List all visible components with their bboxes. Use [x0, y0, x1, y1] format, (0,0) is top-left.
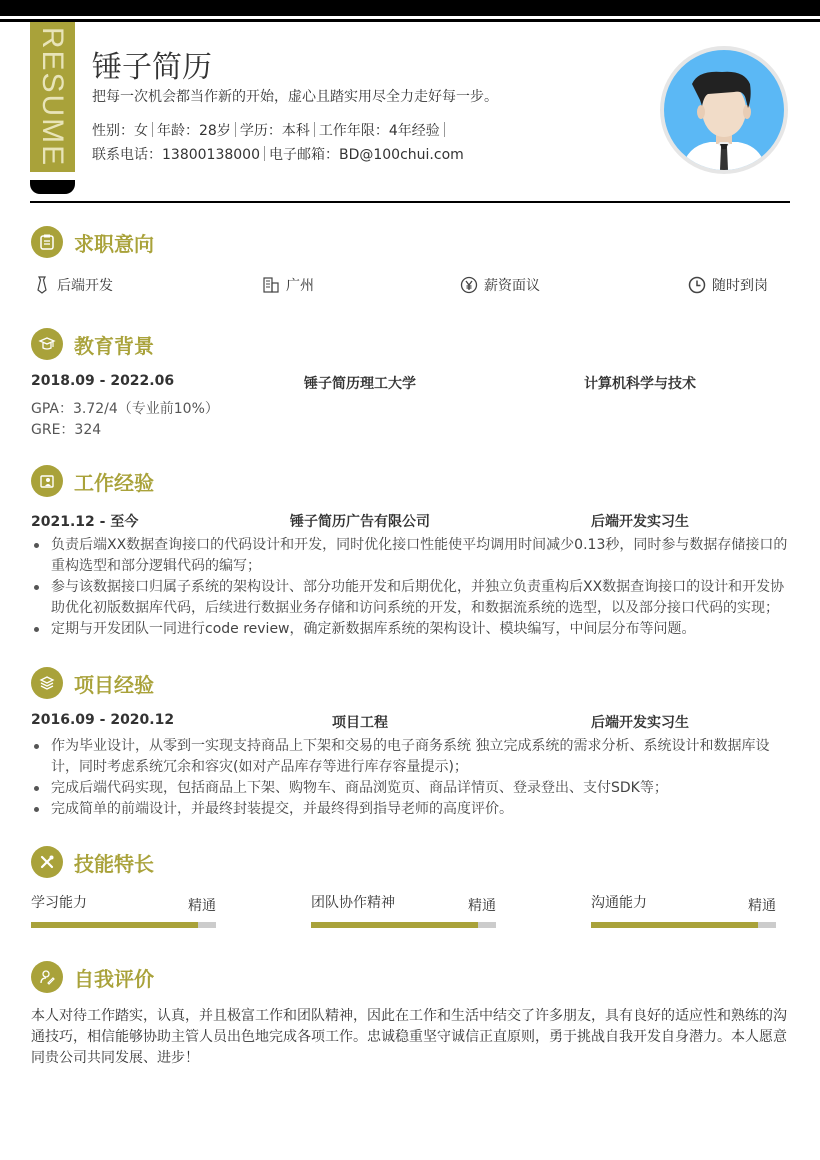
section-header-education: [31, 328, 154, 360]
work-bullet-list: [31, 535, 791, 640]
project-role: 后端开发实习生: [591, 715, 689, 731]
skill-progress-fill: [591, 922, 758, 928]
separator: [444, 122, 445, 137]
tools-icon: [31, 846, 63, 878]
skill-name: 沟通能力: [591, 895, 647, 911]
project-row: [31, 712, 791, 732]
info-experience: 工作年限：4年经验: [318, 123, 440, 139]
skill-level: 精通: [748, 898, 776, 914]
list-item: 完成简单的前端设计，并最终封装提交，并最终得到指导老师的高度评价。: [31, 799, 791, 820]
work-period: 2021.12 - 至今: [31, 514, 139, 530]
user-edit-icon: [31, 961, 63, 993]
graduation-cap-icon: [31, 328, 63, 360]
info-email: 电子邮箱：BD@100chui.com: [268, 147, 464, 163]
top-black-line: [0, 19, 820, 22]
yen-icon: [460, 276, 478, 294]
work-role: 后端开发实习生: [591, 514, 689, 530]
intent-availability: [688, 275, 768, 295]
clipboard-icon: [31, 226, 63, 258]
skill-progress-fill: [311, 922, 478, 928]
education-row: [31, 373, 791, 393]
list-item: 参与该数据接口归属子系统的架构设计、部分功能开发和后期优化，并独立负责重构后XX数据查询接口的设计和开发协助优化初版数据库代码，后续进行数据业务存储和访问系统的开发，和数据流系统的选型，以及部分接口代码的实现；: [31, 577, 791, 619]
resume-vertical-tab: [30, 22, 75, 172]
job-intent-row: [0, 275, 820, 295]
education-school: 锤子简历理工大学: [304, 376, 416, 392]
layers-icon: [31, 667, 63, 699]
building-icon: [262, 276, 280, 294]
intent-salary: [460, 275, 540, 295]
skill-item: [31, 892, 216, 932]
section-header-intent: [31, 226, 154, 258]
section-header-skills: [31, 846, 154, 878]
section-header-self: [31, 961, 154, 993]
intent-availability-label: 随时到岗: [712, 278, 768, 294]
section-title: 自我评价: [74, 966, 154, 991]
info-gender: 性别：女: [92, 123, 148, 139]
contact-info-line: [92, 144, 464, 164]
section-header-project: [31, 667, 154, 699]
motto: 把每一次机会都当作新的开始，虚心且踏实用尽全力走好每一步。: [92, 89, 498, 105]
skill-progress-bar: [311, 922, 496, 928]
education-major: 计算机科学与技术: [584, 376, 696, 392]
list-item: 作为毕业设计，从零到一实现支持商品上下架和交易的电子商务系统 独立完成系统的需求分析、系统设计和数据库设计，同时考虑系统冗余和容灾(如对产品库存等进行库存容量提示)；: [31, 736, 791, 778]
skill-progress-fill: [31, 922, 198, 928]
skill-progress-bar: [591, 922, 776, 928]
education-gpa: GPA：3.72/4（专业前10%）: [31, 401, 219, 417]
skill-item: [311, 892, 496, 932]
avatar: [660, 46, 788, 174]
basic-info-line: [92, 120, 449, 140]
separator: [314, 122, 315, 137]
work-company: 锤子简历广告有限公司: [290, 514, 430, 530]
intent-position-label: 后端开发: [57, 278, 113, 294]
section-title: 技能特长: [74, 851, 154, 876]
separator: [235, 122, 236, 137]
list-item: 完成后端代码实现，包括商品上下架、购物车、商品浏览页、商品详情页、登录登出、支付SDK等；: [31, 778, 791, 799]
project-bullet-list: [31, 736, 791, 820]
skill-item: [591, 892, 776, 932]
section-title: 工作经验: [74, 470, 154, 495]
skill-progress-bar: [31, 922, 216, 928]
intent-city: [262, 275, 314, 295]
resume-tab-cap: [30, 180, 75, 194]
project-period: 2016.09 - 2020.12: [31, 712, 175, 728]
resume-tab-label: RESUME: [36, 26, 69, 168]
work-row: [31, 511, 791, 531]
info-education: 学历：本科: [239, 123, 310, 139]
section-title: 教育背景: [74, 333, 154, 358]
skill-name: 团队协作精神: [311, 895, 395, 911]
skill-level: 精通: [188, 898, 216, 914]
avatar-illustration-icon: [664, 50, 784, 170]
skill-name: 学习能力: [31, 895, 87, 911]
section-title: 求职意向: [74, 231, 154, 256]
separator: [152, 122, 153, 137]
skill-level: 精通: [468, 898, 496, 914]
education-period: 2018.09 - 2022.06: [31, 373, 175, 389]
info-age: 年龄：28岁: [157, 123, 231, 139]
tie-icon: [33, 276, 51, 294]
section-header-work: [31, 465, 154, 497]
id-badge-icon: [31, 465, 63, 497]
list-item: 定期与开发团队一同进行code review，确定新数据库系统的架构设计、模块编写，中间层分布等问题。: [31, 619, 791, 640]
top-black-bar: [0, 0, 820, 16]
separator: [264, 146, 265, 161]
info-phone: 联系电话：13800138000: [92, 147, 260, 163]
intent-city-label: 广州: [286, 278, 314, 294]
candidate-name: 锤子简历: [92, 50, 212, 85]
clock-icon: [688, 276, 706, 294]
section-title: 项目经验: [74, 672, 154, 697]
education-gre: GRE：324: [31, 422, 102, 438]
self-evaluation-text: 本人对待工作踏实，认真，并且极富工作和团队精神，因此在工作和生活中结交了许多朋友，具有良好的适应性和熟练的沟通技巧，相信能够协助主管人员出色地完成各项工作。忠诚稳重坚守诚信正直原则，勇于挑战自我开发自身潜力。本人愿意同贵公司共同发展、进步！: [31, 1008, 787, 1066]
project-name: 项目工程: [332, 715, 388, 731]
intent-salary-label: 薪资面议: [484, 278, 540, 294]
intent-position: [33, 275, 113, 295]
header-divider: [30, 201, 790, 203]
list-item: 负责后端XX数据查询接口的代码设计和开发，同时优化接口性能使平均调用时间减少0.13秒，同时参与数据存储接口的重构选型和部分逻辑代码的编写；: [31, 535, 791, 577]
